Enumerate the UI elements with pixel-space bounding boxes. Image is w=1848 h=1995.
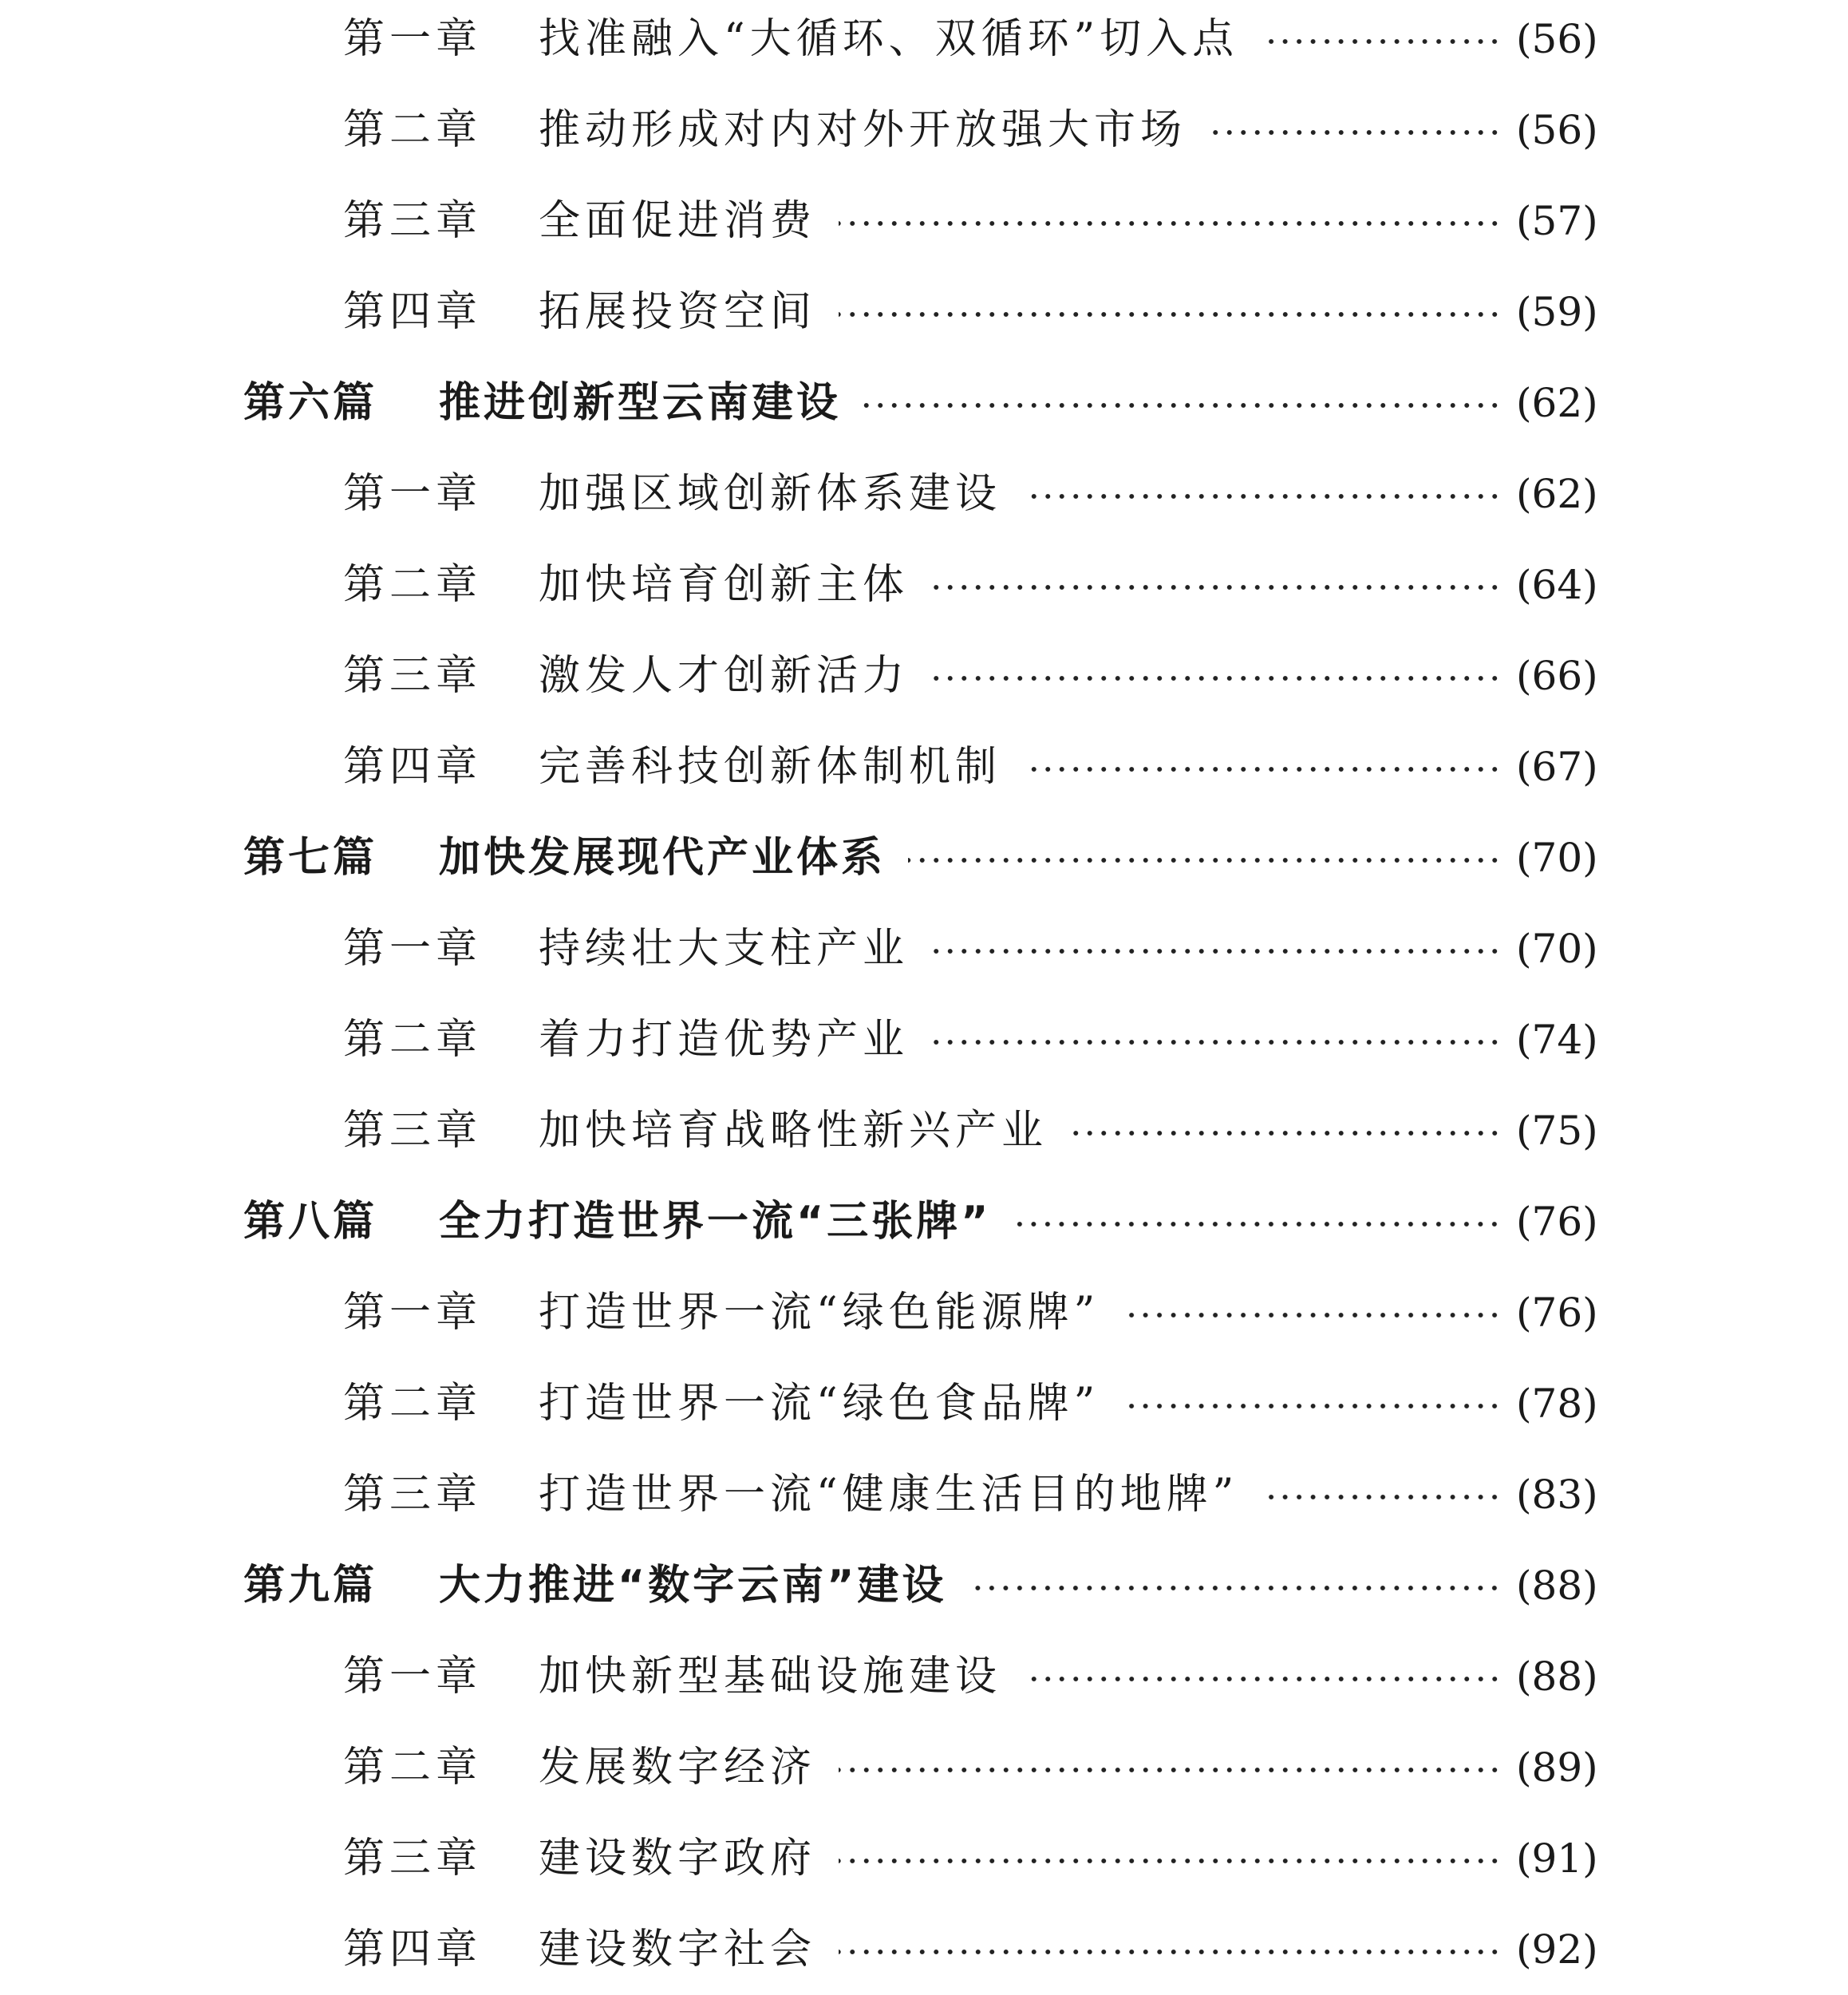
entry-number: 第九篇	[243, 1562, 378, 1610]
toc-entry-chapter[interactable]	[0, 98, 1848, 162]
page-number: (59)	[1516, 289, 1598, 335]
entry-number: 第二章	[343, 1380, 483, 1428]
entry-title: 发展数字经济	[539, 1744, 817, 1792]
toc-entry-chapter[interactable]	[0, 553, 1848, 617]
entry-title: 全面促进消费	[539, 197, 817, 245]
toc-entry-chapter[interactable]	[0, 1099, 1848, 1163]
dot-leader	[1024, 462, 1502, 526]
entry-title: 推进创新型云南建设	[439, 379, 842, 427]
page-number: (88)	[1516, 1653, 1598, 1700]
entry-number: 第一章	[343, 1289, 483, 1337]
dot-leader	[931, 644, 1502, 708]
entry-label	[343, 1918, 816, 1981]
dot-leader	[1013, 1190, 1502, 1254]
dot-leader	[1024, 1645, 1502, 1709]
entry-title: 拓展投资空间	[539, 288, 817, 336]
page-number: (56)	[1516, 107, 1598, 153]
dot-leader	[1261, 7, 1502, 71]
dot-leader	[931, 553, 1502, 617]
entry-number: 第二章	[343, 1016, 483, 1064]
entry-number: 第四章	[343, 1926, 483, 1973]
page-number: (76)	[1516, 1290, 1598, 1336]
entry-title: 大力推进“数字云南”建设	[439, 1562, 947, 1610]
toc-entry-chapter[interactable]	[0, 1827, 1848, 1890]
page-number: (57)	[1516, 198, 1598, 244]
toc-entry-part[interactable]	[0, 1554, 1848, 1618]
entry-label	[343, 462, 1001, 526]
entry-label	[243, 1554, 946, 1618]
toc-entry-chapter[interactable]	[0, 917, 1848, 981]
toc-entry-part[interactable]	[0, 371, 1848, 435]
toc-entry-chapter[interactable]	[0, 189, 1848, 253]
entry-title: 建设数字政府	[539, 1835, 817, 1882]
entry-number: 第三章	[343, 1107, 483, 1155]
toc-entry-chapter[interactable]	[0, 1008, 1848, 1072]
toc-entry-chapter[interactable]	[0, 1281, 1848, 1345]
page-number: (67)	[1516, 744, 1598, 790]
page-number: (75)	[1516, 1108, 1598, 1154]
toc-entry-chapter[interactable]	[0, 644, 1848, 708]
entry-number: 第三章	[343, 197, 483, 245]
page-number: (70)	[1516, 835, 1598, 881]
entry-number: 第一章	[343, 1653, 483, 1701]
entry-label	[343, 1827, 816, 1890]
entry-number: 第一章	[343, 15, 483, 63]
toc-entry-part[interactable]	[0, 1190, 1848, 1254]
page-number: (62)	[1516, 380, 1598, 426]
page-number: (92)	[1516, 1926, 1598, 1973]
page-number: (78)	[1516, 1381, 1598, 1427]
toc-entry-part[interactable]	[0, 826, 1848, 890]
entry-title: 打造世界一流“绿色能源牌”	[539, 1289, 1100, 1337]
toc-entry-chapter[interactable]	[0, 735, 1848, 799]
entry-number: 第一章	[343, 470, 483, 518]
entry-label	[343, 1645, 1001, 1709]
entry-number: 第一章	[343, 925, 483, 973]
dot-leader	[1209, 98, 1502, 162]
toc-entry-chapter[interactable]	[0, 1372, 1848, 1436]
page-number: (91)	[1516, 1835, 1598, 1882]
entry-number: 第七篇	[243, 834, 378, 882]
entry-number: 第二章	[343, 1744, 483, 1792]
page-number: (83)	[1516, 1472, 1598, 1518]
entry-label	[343, 1463, 1238, 1527]
page-number: (74)	[1516, 1017, 1598, 1063]
entry-label	[343, 553, 909, 617]
entry-title: 建设数字社会	[539, 1926, 817, 1973]
entry-title: 加快培育创新主体	[539, 561, 910, 609]
entry-title: 全力打造世界一流“三张牌”	[439, 1198, 992, 1246]
page-number: (76)	[1516, 1199, 1598, 1245]
entry-label	[343, 7, 1238, 71]
dot-leader	[1024, 735, 1502, 799]
dot-leader	[839, 1736, 1502, 1799]
dot-leader	[1070, 1099, 1502, 1163]
dot-leader	[863, 371, 1502, 435]
entry-label	[343, 1372, 1100, 1436]
entry-title: 完善科技创新体制机制	[539, 743, 1002, 791]
entry-number: 第四章	[343, 288, 483, 336]
entry-label	[343, 189, 816, 253]
entry-title: 加快发展现代产业体系	[439, 834, 886, 882]
dot-leader	[908, 826, 1502, 890]
entry-number: 第八篇	[243, 1198, 378, 1246]
entry-label	[243, 1190, 991, 1254]
entry-number: 第三章	[343, 1471, 483, 1519]
entry-label	[243, 371, 841, 435]
page-number: (89)	[1516, 1744, 1598, 1791]
entry-title: 加快培育战略性新兴产业	[539, 1107, 1048, 1155]
toc-entry-chapter[interactable]	[0, 1736, 1848, 1799]
dot-leader	[969, 1554, 1502, 1618]
dot-leader	[839, 280, 1502, 344]
dot-leader	[931, 1008, 1502, 1072]
page-number: (70)	[1516, 926, 1598, 972]
page-number: (64)	[1516, 562, 1598, 608]
entry-number: 第二章	[343, 561, 483, 609]
entry-title: 着力打造优势产业	[539, 1016, 910, 1064]
dot-leader	[839, 1827, 1502, 1890]
entry-label	[243, 826, 886, 890]
dot-leader	[839, 189, 1502, 253]
entry-title: 找准融入“大循环、双循环”切入点	[539, 15, 1239, 63]
entry-label	[343, 1008, 909, 1072]
page-number: (62)	[1516, 471, 1598, 517]
page-number: (56)	[1516, 16, 1598, 62]
toc-entry-chapter[interactable]	[0, 280, 1848, 344]
dot-leader	[1261, 1463, 1502, 1527]
entry-title: 加强区域创新体系建设	[539, 470, 1002, 518]
toc-entry-chapter[interactable]	[0, 1645, 1848, 1709]
entry-number: 第六篇	[243, 379, 378, 427]
entry-title: 激发人才创新活力	[539, 652, 910, 700]
entry-title: 打造世界一流“健康生活目的地牌”	[539, 1471, 1239, 1519]
entry-label	[343, 917, 909, 981]
entry-label	[343, 98, 1187, 162]
entry-label	[343, 644, 909, 708]
entry-label	[343, 280, 816, 344]
page-number: (88)	[1516, 1562, 1598, 1609]
entry-title: 持续壮大支柱产业	[539, 925, 910, 973]
toc-entry-chapter[interactable]	[0, 7, 1848, 71]
entry-label	[343, 1736, 816, 1799]
toc-entry-chapter[interactable]	[0, 462, 1848, 526]
entry-number: 第三章	[343, 1835, 483, 1882]
dot-leader	[1122, 1372, 1502, 1436]
toc-entry-chapter[interactable]	[0, 1463, 1848, 1527]
page-number: (66)	[1516, 653, 1598, 699]
dot-leader	[1122, 1281, 1502, 1345]
dot-leader	[839, 1918, 1502, 1981]
dot-leader	[931, 917, 1502, 981]
entry-title: 加快新型基础设施建设	[539, 1653, 1002, 1701]
entry-title: 推动形成对内对外开放强大市场	[539, 106, 1187, 154]
entry-number: 第四章	[343, 743, 483, 791]
entry-label	[343, 1099, 1048, 1163]
toc-entry-chapter[interactable]	[0, 1918, 1848, 1981]
entry-number: 第三章	[343, 652, 483, 700]
entry-title: 打造世界一流“绿色食品牌”	[539, 1380, 1100, 1428]
entry-label	[343, 1281, 1100, 1345]
entry-number: 第二章	[343, 106, 483, 154]
entry-label	[343, 735, 1001, 799]
